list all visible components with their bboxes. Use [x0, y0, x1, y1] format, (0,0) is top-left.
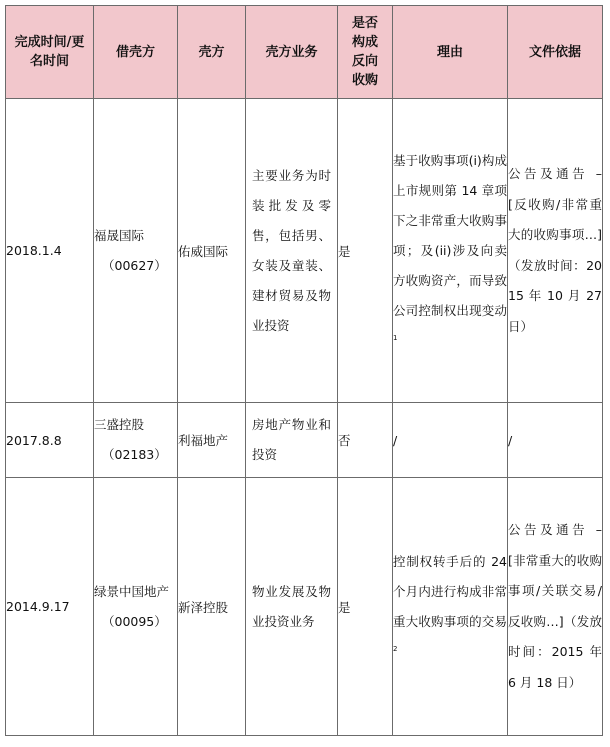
row-business: [246, 403, 338, 478]
row-reason: /: [393, 403, 508, 478]
basis-text: 公告及通告 – [非常重大的收购事项/关联交易/反收购…]（发放时间：2015 年 6 月 18 日）: [508, 522, 602, 690]
footnote-marker: 2: [393, 644, 398, 653]
business-text: 房地产物业和投资: [252, 417, 331, 462]
table-row: [6, 99, 603, 403]
row-seller: 佑威国际: [178, 99, 246, 403]
row-date: 2018.1.4: [6, 99, 94, 403]
row-buyer: [94, 403, 178, 478]
header-date: 完成时间/更名时间: [6, 6, 94, 99]
header-reverse: 是否构成反向收购: [338, 6, 393, 99]
table-row: [6, 478, 603, 736]
header-business: 壳方业务: [246, 6, 338, 99]
row-business: [246, 99, 338, 403]
row-reverse: 是: [338, 478, 393, 736]
buyer-name: 绿景中国地产: [94, 583, 170, 599]
row-business: [246, 478, 338, 736]
row-date: 2014.9.17: [6, 478, 94, 736]
reason-text: 控制权转手后的 24 个月内进行构成非常重大收购事项的交易$^2$: [393, 553, 507, 653]
row-reverse: 否: [338, 403, 393, 478]
header-basis: 文件依据: [508, 6, 603, 99]
row-seller: 新泽控股: [178, 478, 246, 736]
buyer-code: （02183）: [102, 447, 167, 462]
row-seller: 利福地产: [178, 403, 246, 478]
buyer-code: （00095）: [102, 613, 167, 629]
row-reason: [393, 478, 508, 736]
row-basis: /: [508, 403, 603, 478]
buyer-name: 三盛控股: [94, 417, 145, 432]
reason-text: 基于收购事项(i)构成上市规则第 14 章项下之非常重大收购事项；及(ii)涉及向卖方收购资产，而导致公司控制权出现变动$^1$: [393, 152, 507, 342]
header-seller: 壳方: [178, 6, 246, 99]
row-buyer: [94, 478, 178, 736]
row-date: 2017.8.8: [6, 403, 94, 478]
header-reason: 理由: [393, 6, 508, 99]
business-text: 主要业务为时装批发及零售，包括男、女装及童装、建材贸易及物业投资: [252, 167, 331, 333]
header-buyer: 借壳方: [94, 6, 178, 99]
business-text: 物业发展及物业投资业务: [252, 583, 331, 629]
basis-text: 公告及通告 – [反收购/非常重大的收购事项…]（发放时间：2015 年 10 月 27 日）: [508, 166, 602, 334]
row-reverse: 是: [338, 99, 393, 403]
row-basis: [508, 99, 603, 403]
buyer-code: （00627）: [102, 257, 167, 273]
row-reason: [393, 99, 508, 403]
table-row: [6, 403, 603, 478]
row-basis: [508, 478, 603, 736]
acquisition-table: [5, 5, 603, 736]
buyer-name: 福晟国际: [94, 227, 145, 243]
footnote-marker: 1: [393, 333, 398, 342]
header-row: [6, 6, 603, 99]
row-buyer: [94, 99, 178, 403]
